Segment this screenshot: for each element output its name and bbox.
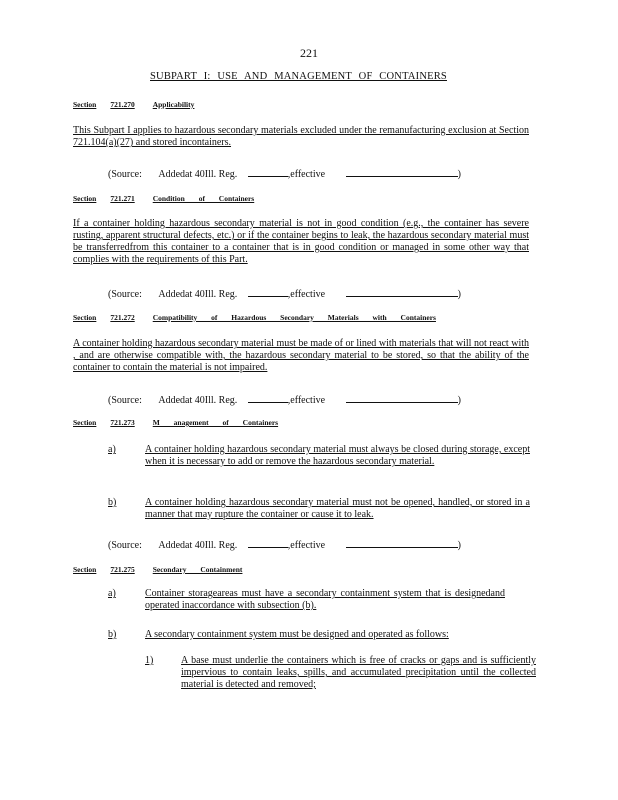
blank-line [346,537,458,548]
item-text-b: A secondary containment system must be designed and operated as follows: [145,629,449,640]
blank-line [346,166,458,177]
section-body-721-272: A container holding hazardous secondary material must be made of or lined with materials that will not react with , and are otherwise compatible with, the hazardous secondary material to be stored, so that the ability of the container to contain the material is not impaired. [73,338,529,373]
source-close: ) [457,289,461,300]
source-effective: ,effective [287,169,326,180]
source-prefix: (Source: [108,169,142,180]
section-label: Section [73,418,97,427]
blank-line [346,286,458,297]
section-label: Section [73,194,97,203]
subitem-label-1: 1) [145,655,154,666]
section-heading-721-275 [73,565,242,574]
source-close: ) [457,169,461,180]
source-close: ) [457,395,461,406]
section-number: 721.272 [110,313,135,322]
section-title: Condition of Containers [152,194,255,203]
source-effective: ,effective [287,395,326,406]
section-body-721-271: If a container holding hazardous secondary material is not in good condition (e.g., the container has severe rusting, apparent structural defects, etc.) or if the container begins to leak, the hazardous secondary material must be transferredfrom this container to a container that is in good condition or managed in some other way that complies with the requirements of this Part. [73,218,529,265]
section-number: 721.270 [110,100,135,109]
section-title: M anagement of Containers [152,418,279,427]
subitem-text-1: A base must underlie the containers which is free of cracks or gaps and is sufficiently impervious to contain leaks, spills, and accumulated precipitation until the collected material is detected and removed; [181,655,536,690]
blank-line [248,166,288,177]
section-heading-721-270 [73,100,194,109]
blank-line [248,286,288,297]
item-label-a: a) [108,588,116,599]
section-heading-721-272 [73,313,436,322]
source-note-4 [108,537,461,551]
item-text-b: A container holding hazardous secondary material must not be opened, handled, or stored in a manner that may rupture the container or cause it to leak. [145,497,530,520]
section-title: Secondary Containment [152,565,243,574]
item-text-a: Container storageareas must have a secondary containment system that is designedand operated inaccordance with subsection (b). [145,588,505,611]
source-text: Addedat 40Ill. Reg. [158,540,238,551]
source-note-2 [108,286,461,300]
section-label: Section [73,565,97,574]
section-label: Section [73,313,97,322]
section-number: 721.271 [110,194,135,203]
page-number: 221 [300,46,318,60]
source-effective: ,effective [287,540,326,551]
source-close: ) [457,540,461,551]
subpart-title: SUBPART I: USE AND MANAGEMENT OF CONTAINERS [150,71,447,82]
section-title: Compatibility of Hazardous Secondary Materials with Containers [152,313,436,322]
item-text-a: A container holding hazardous secondary material must always be closed during storage, except when it is necessary to add or remove the hazardous secondary material. [145,444,530,467]
source-prefix: (Source: [108,540,142,551]
source-note-3 [108,392,461,406]
section-number: 721.273 [110,418,135,427]
source-prefix: (Source: [108,395,142,406]
source-note-1 [108,166,461,180]
source-text: Addedat 40Ill. Reg. [158,395,238,406]
item-label-b: b) [108,629,117,640]
source-effective: ,effective [287,289,326,300]
blank-line [346,392,458,403]
section-number: 721.275 [110,565,135,574]
blank-line [248,537,288,548]
section-label: Section [73,100,97,109]
section-title: Applicability [152,100,195,109]
section-heading-721-271 [73,194,254,203]
source-prefix: (Source: [108,289,142,300]
item-label-a: a) [108,444,116,455]
item-label-b: b) [108,497,117,508]
source-text: Addedat 40Ill. Reg. [158,289,238,300]
section-heading-721-273 [73,418,278,427]
blank-line [248,392,288,403]
source-text: Addedat 40Ill. Reg. [158,169,238,180]
section-body-721-270: This Subpart I applies to hazardous secondary materials excluded under the remanufacturing exclusion at Section 721.104(a)(27) and stored incontainers. [73,125,529,148]
